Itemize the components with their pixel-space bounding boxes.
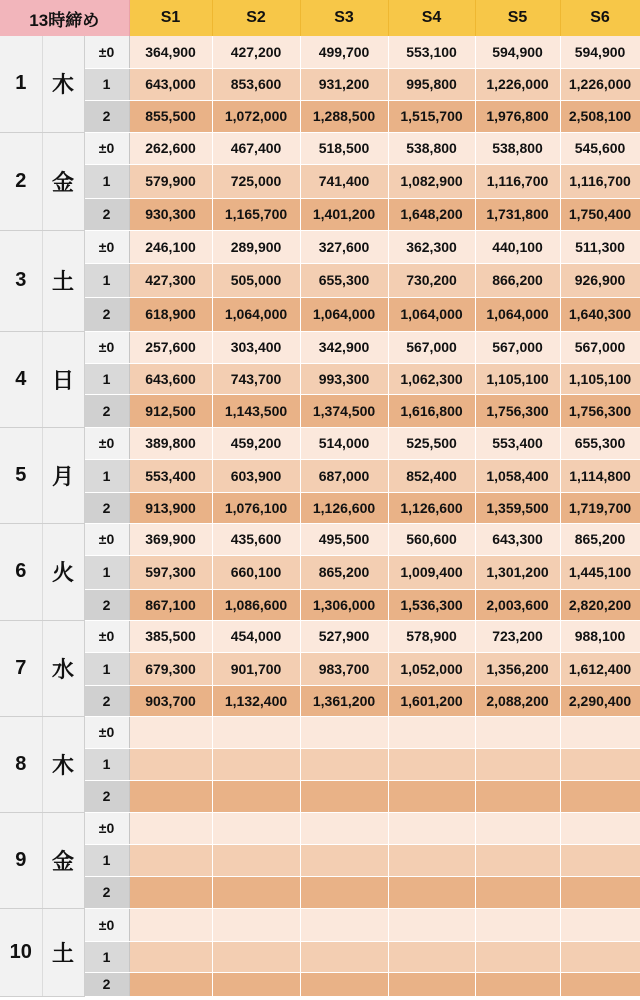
value-cell-s1: [129, 908, 212, 941]
value-cell-s5: [475, 780, 560, 812]
value-cell-s6: [560, 780, 640, 812]
value-cell-s1: 262,600: [129, 132, 212, 164]
value-cell-s6: [560, 941, 640, 972]
value-cell-s6: 655,300: [560, 427, 640, 459]
value-cell-s6: [560, 844, 640, 876]
value-cell-s3: 1,374,500: [300, 394, 388, 427]
header-s6: S6: [560, 0, 640, 36]
day-of-week: 金: [42, 812, 84, 908]
value-cell-s1: 246,100: [129, 230, 212, 263]
level-label: ±0: [84, 230, 129, 263]
value-cell-s4: 578,900: [388, 620, 475, 652]
value-cell-s2: 435,600: [212, 523, 300, 555]
level-label: 2: [84, 972, 129, 996]
value-cell-s3: [300, 844, 388, 876]
value-cell-s2: 1,132,400: [212, 685, 300, 716]
level-label: 1: [84, 363, 129, 394]
value-cell-s6: 1,114,800: [560, 459, 640, 492]
day-of-week: 木: [42, 36, 84, 132]
value-cell-s3: 865,200: [300, 555, 388, 589]
value-cell-s3: [300, 876, 388, 908]
value-cell-s4: 852,400: [388, 459, 475, 492]
value-cell-s5: 1,301,200: [475, 555, 560, 589]
value-cell-s4: 362,300: [388, 230, 475, 263]
value-cell-s4: [388, 908, 475, 941]
header-s1: S1: [129, 0, 212, 36]
table-row: [0, 394, 640, 427]
value-cell-s6: 865,200: [560, 523, 640, 555]
value-cell-s5: 2,088,200: [475, 685, 560, 716]
value-cell-s5: 594,900: [475, 36, 560, 68]
day-of-week: 水: [42, 620, 84, 716]
table-row: [0, 812, 640, 844]
day-of-week: 土: [42, 230, 84, 331]
value-cell-s5: 1,731,800: [475, 198, 560, 230]
header-s2: S2: [212, 0, 300, 36]
table-row: [0, 230, 640, 263]
value-cell-s1: [129, 716, 212, 748]
value-cell-s6: 926,900: [560, 263, 640, 297]
value-cell-s5: 1,064,000: [475, 297, 560, 331]
table-row: [0, 780, 640, 812]
value-cell-s1: [129, 780, 212, 812]
value-cell-s6: 1,445,100: [560, 555, 640, 589]
level-label: 2: [84, 492, 129, 523]
table-row: [0, 876, 640, 908]
value-cell-s3: [300, 908, 388, 941]
value-cell-s4: 1,082,900: [388, 164, 475, 198]
value-cell-s3: 1,401,200: [300, 198, 388, 230]
day-number: 10: [0, 908, 42, 996]
value-cell-s3: 514,000: [300, 427, 388, 459]
value-cell-s5: 1,116,700: [475, 164, 560, 198]
value-cell-s2: 1,076,100: [212, 492, 300, 523]
value-cell-s6: 1,756,300: [560, 394, 640, 427]
value-cell-s4: 1,062,300: [388, 363, 475, 394]
value-cell-s2: [212, 748, 300, 780]
value-cell-s2: 1,072,000: [212, 100, 300, 132]
value-cell-s1: 553,400: [129, 459, 212, 492]
day-of-week: 日: [42, 331, 84, 427]
value-cell-s5: 1,058,400: [475, 459, 560, 492]
value-cell-s3: 327,600: [300, 230, 388, 263]
value-cell-s1: 597,300: [129, 555, 212, 589]
level-label: 2: [84, 297, 129, 331]
value-cell-s4: 1,064,000: [388, 297, 475, 331]
header-row: [0, 0, 640, 36]
value-cell-s3: 741,400: [300, 164, 388, 198]
value-cell-s1: 643,000: [129, 68, 212, 100]
value-cell-s2: 1,143,500: [212, 394, 300, 427]
level-label: 1: [84, 263, 129, 297]
table-row: [0, 36, 640, 68]
level-label: 2: [84, 685, 129, 716]
value-cell-s4: 567,000: [388, 331, 475, 363]
value-cell-s1: 618,900: [129, 297, 212, 331]
value-cell-s5: [475, 716, 560, 748]
day-of-week: 金: [42, 132, 84, 230]
level-label: 1: [84, 941, 129, 972]
value-cell-s2: 1,086,600: [212, 589, 300, 620]
table-row: [0, 363, 640, 394]
value-cell-s5: [475, 812, 560, 844]
value-cell-s2: 459,200: [212, 427, 300, 459]
value-cell-s6: 511,300: [560, 230, 640, 263]
table-row: [0, 297, 640, 331]
value-cell-s3: 1,126,600: [300, 492, 388, 523]
day-number: 5: [0, 427, 42, 523]
value-cell-s6: 2,290,400: [560, 685, 640, 716]
value-cell-s2: 467,400: [212, 132, 300, 164]
value-cell-s3: 1,306,000: [300, 589, 388, 620]
value-cell-s2: 1,064,000: [212, 297, 300, 331]
value-cell-s5: 866,200: [475, 263, 560, 297]
level-label: 1: [84, 748, 129, 780]
value-cell-s1: [129, 876, 212, 908]
value-cell-s1: 389,800: [129, 427, 212, 459]
table-row: [0, 748, 640, 780]
value-cell-s1: 369,900: [129, 523, 212, 555]
value-cell-s2: 454,000: [212, 620, 300, 652]
value-cell-s2: [212, 844, 300, 876]
table-row: [0, 492, 640, 523]
value-cell-s2: 1,165,700: [212, 198, 300, 230]
table-row: [0, 198, 640, 230]
value-cell-s1: 913,900: [129, 492, 212, 523]
value-cell-s5: [475, 972, 560, 996]
day-of-week: 土: [42, 908, 84, 996]
day-of-week: 火: [42, 523, 84, 620]
value-cell-s5: [475, 876, 560, 908]
value-cell-s6: 1,226,000: [560, 68, 640, 100]
value-cell-s1: 930,300: [129, 198, 212, 230]
level-label: ±0: [84, 812, 129, 844]
value-cell-s3: 495,500: [300, 523, 388, 555]
value-cell-s4: [388, 844, 475, 876]
value-cell-s5: [475, 748, 560, 780]
value-cell-s5: 1,976,800: [475, 100, 560, 132]
value-cell-s4: 1,126,600: [388, 492, 475, 523]
value-cell-s6: 2,820,200: [560, 589, 640, 620]
value-cell-s4: 1,536,300: [388, 589, 475, 620]
table-row: [0, 68, 640, 100]
value-cell-s4: [388, 812, 475, 844]
value-cell-s6: 1,105,100: [560, 363, 640, 394]
value-cell-s1: [129, 972, 212, 996]
level-label: 1: [84, 164, 129, 198]
level-label: 1: [84, 459, 129, 492]
value-cell-s4: 1,515,700: [388, 100, 475, 132]
level-label: 1: [84, 844, 129, 876]
header-s3: S3: [300, 0, 388, 36]
header-s4: S4: [388, 0, 475, 36]
level-label: 2: [84, 198, 129, 230]
level-label: 1: [84, 652, 129, 685]
value-cell-s6: 1,116,700: [560, 164, 640, 198]
value-cell-s4: 525,500: [388, 427, 475, 459]
value-cell-s4: 1,601,200: [388, 685, 475, 716]
table-row: [0, 331, 640, 363]
level-label: ±0: [84, 716, 129, 748]
table-row: [0, 589, 640, 620]
value-cell-s3: 687,000: [300, 459, 388, 492]
value-cell-s3: 655,300: [300, 263, 388, 297]
value-cell-s3: [300, 748, 388, 780]
value-cell-s4: 995,800: [388, 68, 475, 100]
value-cell-s3: 1,361,200: [300, 685, 388, 716]
level-label: 2: [84, 876, 129, 908]
value-cell-s6: [560, 812, 640, 844]
value-cell-s3: 527,900: [300, 620, 388, 652]
value-cell-s4: [388, 941, 475, 972]
value-cell-s5: 1,105,100: [475, 363, 560, 394]
value-cell-s5: [475, 908, 560, 941]
day-number: 3: [0, 230, 42, 331]
level-label: ±0: [84, 36, 129, 68]
day-of-week: 月: [42, 427, 84, 523]
value-cell-s1: [129, 748, 212, 780]
header-s5: S5: [475, 0, 560, 36]
day-number: 4: [0, 331, 42, 427]
level-label: 2: [84, 589, 129, 620]
day-of-week: 木: [42, 716, 84, 812]
value-cell-s4: 1,648,200: [388, 198, 475, 230]
value-cell-s2: [212, 972, 300, 996]
value-cell-s2: 505,000: [212, 263, 300, 297]
value-cell-s6: [560, 876, 640, 908]
value-cell-s2: 303,400: [212, 331, 300, 363]
value-cell-s3: 993,300: [300, 363, 388, 394]
table-row: [0, 908, 640, 941]
table-row: [0, 972, 640, 996]
value-cell-s2: [212, 812, 300, 844]
day-number: 2: [0, 132, 42, 230]
value-cell-s3: 499,700: [300, 36, 388, 68]
level-label: ±0: [84, 523, 129, 555]
value-cell-s5: 643,300: [475, 523, 560, 555]
value-cell-s4: 553,100: [388, 36, 475, 68]
value-cell-s1: 579,900: [129, 164, 212, 198]
value-cell-s6: 1,640,300: [560, 297, 640, 331]
value-cell-s4: 730,200: [388, 263, 475, 297]
value-cell-s3: 1,064,000: [300, 297, 388, 331]
value-cell-s1: [129, 941, 212, 972]
level-label: 2: [84, 100, 129, 132]
table-row: [0, 523, 640, 555]
value-cell-s2: [212, 908, 300, 941]
value-cell-s3: 931,200: [300, 68, 388, 100]
value-cell-s1: 427,300: [129, 263, 212, 297]
value-cell-s6: 594,900: [560, 36, 640, 68]
table-row: [0, 132, 640, 164]
value-cell-s5: 538,800: [475, 132, 560, 164]
value-cell-s5: 1,359,500: [475, 492, 560, 523]
value-cell-s2: 725,000: [212, 164, 300, 198]
value-cell-s2: 853,600: [212, 68, 300, 100]
table-row: [0, 941, 640, 972]
value-cell-s5: 1,756,300: [475, 394, 560, 427]
value-cell-s2: [212, 941, 300, 972]
level-label: ±0: [84, 620, 129, 652]
value-cell-s4: 1,616,800: [388, 394, 475, 427]
table-row: [0, 844, 640, 876]
value-cell-s4: 538,800: [388, 132, 475, 164]
table-row: [0, 620, 640, 652]
value-cell-s2: 660,100: [212, 555, 300, 589]
value-cell-s1: 855,500: [129, 100, 212, 132]
value-cell-s2: 427,200: [212, 36, 300, 68]
value-cell-s3: [300, 941, 388, 972]
value-cell-s4: [388, 780, 475, 812]
value-cell-s1: [129, 844, 212, 876]
value-cell-s3: [300, 716, 388, 748]
table-row: [0, 685, 640, 716]
level-label: ±0: [84, 132, 129, 164]
value-cell-s1: 385,500: [129, 620, 212, 652]
value-cell-s2: 289,900: [212, 230, 300, 263]
value-cell-s4: 1,009,400: [388, 555, 475, 589]
level-label: 2: [84, 394, 129, 427]
value-cell-s6: 545,600: [560, 132, 640, 164]
level-label: ±0: [84, 908, 129, 941]
value-cell-s5: 567,000: [475, 331, 560, 363]
value-cell-s1: 679,300: [129, 652, 212, 685]
day-number: 8: [0, 716, 42, 812]
level-label: ±0: [84, 331, 129, 363]
value-cell-s6: [560, 972, 640, 996]
value-cell-s6: [560, 908, 640, 941]
table-row: [0, 164, 640, 198]
table-row: [0, 716, 640, 748]
level-label: 2: [84, 780, 129, 812]
day-number: 1: [0, 36, 42, 132]
value-cell-s4: [388, 748, 475, 780]
value-cell-s6: 1,750,400: [560, 198, 640, 230]
level-label: 1: [84, 68, 129, 100]
table-body: [0, 36, 640, 996]
value-cell-s5: 723,200: [475, 620, 560, 652]
value-cell-s3: 342,900: [300, 331, 388, 363]
day-number: 9: [0, 812, 42, 908]
table-row: [0, 100, 640, 132]
value-cell-s3: [300, 780, 388, 812]
value-cell-s4: [388, 972, 475, 996]
value-cell-s6: 2,508,100: [560, 100, 640, 132]
header-corner: 13時締め: [0, 0, 129, 36]
value-cell-s5: 1,356,200: [475, 652, 560, 685]
value-cell-s2: 743,700: [212, 363, 300, 394]
value-cell-s2: [212, 716, 300, 748]
value-cell-s6: 567,000: [560, 331, 640, 363]
value-cell-s2: [212, 780, 300, 812]
value-cell-s6: [560, 748, 640, 780]
value-cell-s5: 2,003,600: [475, 589, 560, 620]
value-cell-s3: 983,700: [300, 652, 388, 685]
value-cell-s6: [560, 716, 640, 748]
value-cell-s4: [388, 716, 475, 748]
table-row: [0, 263, 640, 297]
value-cell-s1: 903,700: [129, 685, 212, 716]
value-cell-s5: 1,226,000: [475, 68, 560, 100]
value-cell-s3: [300, 812, 388, 844]
value-cell-s1: 364,900: [129, 36, 212, 68]
value-cell-s4: 1,052,000: [388, 652, 475, 685]
value-cell-s6: 1,719,700: [560, 492, 640, 523]
value-cell-s2: 901,700: [212, 652, 300, 685]
value-cell-s2: [212, 876, 300, 908]
value-cell-s5: [475, 941, 560, 972]
value-cell-s1: 867,100: [129, 589, 212, 620]
value-cell-s1: 643,600: [129, 363, 212, 394]
value-cell-s6: 988,100: [560, 620, 640, 652]
day-number: 7: [0, 620, 42, 716]
value-cell-s1: [129, 812, 212, 844]
value-cell-s3: [300, 972, 388, 996]
value-cell-s1: 912,500: [129, 394, 212, 427]
value-cell-s4: 560,600: [388, 523, 475, 555]
level-label: 1: [84, 555, 129, 589]
table-row: [0, 555, 640, 589]
value-cell-s2: 603,900: [212, 459, 300, 492]
value-cell-s5: 553,400: [475, 427, 560, 459]
table-row: [0, 459, 640, 492]
value-cell-s1: 257,600: [129, 331, 212, 363]
day-number: 6: [0, 523, 42, 620]
value-cell-s6: 1,612,400: [560, 652, 640, 685]
table-row: [0, 427, 640, 459]
value-cell-s5: 440,100: [475, 230, 560, 263]
table-row: [0, 652, 640, 685]
level-label: ±0: [84, 427, 129, 459]
value-cell-s3: 518,500: [300, 132, 388, 164]
value-cell-s3: 1,288,500: [300, 100, 388, 132]
value-cell-s4: [388, 876, 475, 908]
value-cell-s5: [475, 844, 560, 876]
